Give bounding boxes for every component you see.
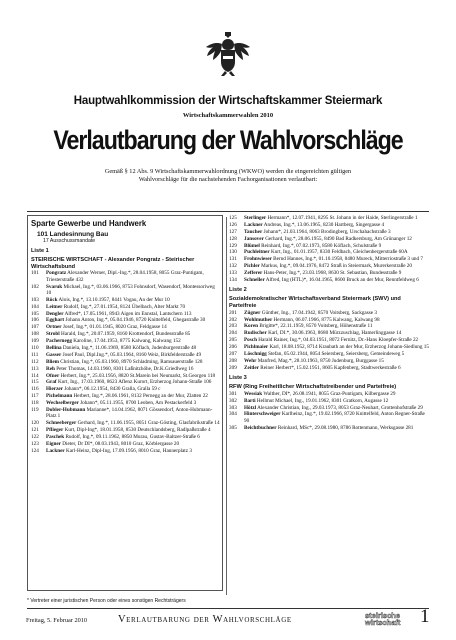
- footer-date: Freitag, 5. Februar 2010: [26, 617, 88, 624]
- candidate-entry: [31, 448, 221, 454]
- candidate-entry: [31, 270, 221, 283]
- candidate-number: 107: [31, 324, 39, 331]
- candidate-details: Röck Alois, Ing.*, 13.10.1957, 8441 Vogau, An der Mur 10: [46, 296, 170, 303]
- candidate-details: Barti Hellmut Michael, Ing., 19.01.1962, 8301 Gratkorn, Augasse 12: [244, 397, 389, 404]
- candidate-surname: Leitner: [46, 303, 63, 310]
- candidate-entry: [229, 365, 429, 371]
- candidate-entry: [31, 297, 221, 303]
- candidate-number: 122: [31, 433, 39, 440]
- candidate-details: Jansover Gerhard, Ing.*, 28.06.1955, 8490 Bad Radkersburg, Am Grünanger 12: [244, 235, 412, 242]
- candidate-surname: Dobler-Hubmann: [46, 407, 86, 414]
- list-name: STEIRISCHE WIRTSCHAFT - Alexander Pongratz - Steirischer Wirtschaftsbund: [31, 256, 195, 270]
- candidate-number: 206: [229, 344, 237, 351]
- candidate-number: 128: [229, 235, 237, 242]
- candidate-surname: Schneller: [244, 277, 265, 284]
- candidate-surname: Ortner: [46, 324, 62, 331]
- candidate-details: Posch Harald Rainer, Ing.*, 04.03.1951, 8072 Fernitz, Dr.-Hans Kloepfer-Straße 22: [244, 337, 419, 344]
- candidate-number: 207: [229, 351, 237, 358]
- candidate-number: 111: [31, 351, 39, 358]
- candidate-number: 132: [229, 263, 237, 270]
- candidate-number: 303: [229, 404, 237, 411]
- candidate-details: Wechselberger Johann*, 05.11.1955, 8700 Leoben, Am Pestackerfeld 3: [46, 400, 197, 407]
- candidate-entry: [31, 420, 221, 426]
- candidate-number: 209: [229, 364, 237, 371]
- candidate-number: 116: [31, 386, 39, 393]
- candidate-entry: [229, 323, 429, 329]
- organization-heading: Hauptwahlkommission der Wirtschaftskammer Steiermark: [73, 95, 383, 107]
- candidate-entry: [31, 284, 221, 297]
- candidate-entry: [31, 407, 221, 420]
- page-number: 1: [420, 606, 430, 627]
- candidate-details: Pichler Markus, Ing.*, 09.04.1976, 8472 Straß in Steiermark, Murerkerstraße 20: [244, 263, 412, 270]
- candidate-surname: Wohlmuther: [244, 316, 273, 323]
- candidate-surname: Bellina: [46, 345, 62, 351]
- candidate-number: 105: [31, 310, 39, 317]
- candidate-surname: Hinterschweiger: [244, 411, 281, 418]
- candidate-entry: [229, 358, 429, 364]
- candidate-number: 202: [229, 316, 237, 323]
- list-name: Sozialdemokratischer Wirtschaftsverband Steiermark (SWV) und Parteifreie: [229, 296, 401, 309]
- footnote: * Vertreter einer juristischen Person oder eines sonstigen Rechtsträgers: [27, 598, 186, 604]
- fachorganisation-heading: [37, 231, 223, 238]
- candidate-entry: [229, 351, 429, 357]
- fachorganisation-number: 101: [37, 231, 48, 238]
- candidate-number: 133: [229, 270, 237, 277]
- candidate-entry: [229, 310, 429, 316]
- candidate-entry: [229, 270, 429, 276]
- candidate-details: Graf Kurt, Ing., 17.03.1960, 8623 Aflenz Kurort, Erzherzog Johann-Straße 106: [46, 379, 212, 386]
- candidate-list-1: [31, 270, 221, 454]
- candidate-entry: [31, 441, 221, 447]
- candidate-number: 205: [229, 337, 237, 344]
- footer-title: Verlautbarung der Wahlvorschläge: [118, 614, 292, 625]
- candidate-details: Pichlmaier Karl, 18.08.1952, 8714 Kraubath an der Mur, Erzherzog Johann-Siedlung 15: [244, 344, 429, 351]
- candidate-entry: [31, 366, 221, 372]
- candidate-details: Leitner Rudolf, Ing.*, 27.01.1954, 8124 Übelbach, Alter Markt 70: [46, 303, 186, 310]
- candidate-surname: Wessiak: [244, 390, 263, 397]
- candidate-surname: Rudischer: [244, 330, 267, 337]
- candidate-details: Ortner Josef, Ing.*, 01.01.1945, 8020 Graz, Feldgasse 14: [46, 324, 167, 331]
- candidate-number: 305: [229, 424, 237, 431]
- candidate-entry: [229, 222, 429, 228]
- candidate-number: 112: [31, 358, 39, 365]
- list-label: Liste 2: [229, 287, 247, 294]
- candidate-details: Koren Brigitte*, 22.11.1959, 8570 Voitsberg, Höhenstraße 11: [244, 323, 373, 330]
- candidate-surname: Löschnigg: [244, 351, 267, 358]
- candidate-surname: Koren: [244, 323, 259, 330]
- candidate-surname: Taucher: [244, 228, 263, 235]
- candidate-surname: Ofner: [46, 372, 60, 379]
- candidate-surname: Pflieger: [46, 427, 64, 434]
- candidate-details: Schneeberger Gerhard, Ing.*, 11.06.1955, 8051 Graz-Gösting, Glasfabrikstraße 14: [46, 420, 220, 427]
- candidate-surname: Svaruk: [46, 283, 63, 290]
- candidate-entry: [229, 243, 429, 249]
- candidate-list-3: [229, 391, 429, 431]
- candidate-surname: Egghart: [46, 317, 65, 324]
- candidate-details: Hinterschweiger Karlheinz, Ing.*, 19.02.1966, 8720 Knittelfeld, Anton Regner-Straße 90: [244, 411, 425, 424]
- candidate-entry: [31, 400, 221, 406]
- footer-rule: [27, 608, 429, 609]
- candidate-details: Eigner Dieter, Dr DI*, 08.03.1943, 8010 Graz, Körblergasse 20: [46, 440, 180, 447]
- candidate-entry: [229, 411, 429, 424]
- candidate-details: Egghart Johann Anton, Ing.*, 05.04.1946, 8720 Knittelfeld, Ghegastraße 30: [46, 317, 206, 324]
- candidate-surname: Paschek: [46, 433, 65, 440]
- candidate-surname: Hötzl: [244, 404, 257, 411]
- candidate-number: 125: [229, 215, 237, 221]
- candidate-entry: [31, 427, 221, 433]
- candidate-details: Svaruk Michael, Ing.*, 03.06.1966, 8753 Fohnsdorf, Wasendorf, Montessoriweg 10: [46, 283, 215, 296]
- candidate-details: Dobler-Hubmann Marianne*, 14.04.1962, 8071 Gössendorf, Anton-Hubmann-Platz 1: [46, 407, 213, 420]
- candidate-details: Schneller Alfred, Ing (HTL)*, 16.04.1965, 8600 Bruck an der Mur, Renntfeldweg 6: [244, 277, 419, 284]
- candidate-list-2: [229, 310, 429, 371]
- candidate-number: 130: [229, 249, 237, 256]
- candidate-number: 114: [31, 372, 39, 379]
- candidate-number: 123: [31, 440, 39, 447]
- candidate-surname: Zügner: [244, 309, 261, 316]
- candidate-details: Zügner Günther, Ing., 17.04.1942, 8570 Voitsberg, Sackgasse 3: [244, 309, 377, 316]
- candidate-number: 204: [229, 330, 237, 337]
- candidate-details: Wohlmuther Hermann, 06.07.1966, 8775 Kalwang, Kalwang 98: [244, 316, 380, 323]
- candidate-surname: Sterlinger: [244, 215, 267, 221]
- candidate-details: Puchleitner Kurt, Ing., 01.01.1957, 8330 Feldbach, Gleichenbergerstraße 60A: [244, 249, 408, 256]
- list-label: Liste 1: [31, 248, 49, 254]
- candidate-details: Strobl Harald, Ing.*, 20.07.1959, 8160 Krottendorf, Bundesstraße 85: [46, 331, 191, 338]
- candidate-surname: Reh: [46, 365, 55, 372]
- candidate-entry: [229, 236, 429, 242]
- candidate-number: 109: [31, 338, 39, 345]
- candidate-details: Gasser Josef Paul, Dipl.Ing.*, 05.03.1964, 8160 Weiz, Birkfelderstraße 49: [46, 351, 202, 358]
- candidate-details: Ofner Herbert, Ing.*, 25.03.1956, 8820 St.Marein bei Neumarkt, St.Georgen 118: [46, 372, 216, 379]
- candidate-surname: Schneeberger: [46, 420, 77, 427]
- candidate-number: 134: [229, 277, 237, 284]
- candidate-entry: [31, 304, 221, 310]
- candidate-surname: Graf: [46, 379, 57, 386]
- candidate-details: Lackner Karl-Heinz, Dipl-Ing, 17.09.1956, 8010 Graz, Hannerplatz 3: [46, 447, 192, 454]
- candidate-details: Beichtbuchner Reinhard, MSc*, 29.08.1980, 8786 Rottenmann, Werksgasse 281: [244, 424, 414, 431]
- candidate-surname: Wehr: [244, 357, 257, 364]
- candidate-details: Taucher Johann*, 21.03.1964, 8063 Brodingberg, Urschahachstraße 3: [244, 228, 391, 235]
- candidate-details: Zefferer Hans-Peter, Ing.*, 23.03.1968, 8630 St. Sebastian, Bundesstraße 9: [244, 270, 402, 277]
- candidate-details: Hötzl Alexander Christian, Ing., 29.03.1973, 8053 Graz-Neuhart, Grottenhofstraße 29: [244, 404, 423, 411]
- candidate-number: 301: [229, 390, 237, 397]
- candidate-number: 124: [31, 447, 39, 454]
- candidate-entry: [31, 434, 221, 440]
- candidate-entry: [229, 330, 429, 336]
- candidate-number: 208: [229, 357, 237, 364]
- logo-line-2: wirtschaft: [365, 618, 401, 627]
- candidate-entry: [229, 317, 429, 323]
- candidate-details: Paschek Rudolf, Ing.*, 09.11.1962, 8850 Murau, Gustav-Baltzer-Straße 6: [46, 433, 200, 440]
- candidate-entry: [229, 391, 429, 397]
- candidate-surname: Pachernegg: [46, 338, 72, 345]
- candidate-surname: Eigner: [46, 440, 61, 447]
- candidate-surname: Pongratz: [46, 270, 67, 277]
- candidate-surname: Posch: [244, 337, 257, 344]
- list-name: RFW (Ring Freiheitlicher Wirtschaftstreibender und Parteifreie): [229, 383, 397, 390]
- candidate-details: Frohnwieser Bernd Hannes, Ing.*, 01.10.1958, 8480 Mureck, Mitterriostraße 3 und 7: [244, 256, 423, 263]
- candidate-surname: Pichlmaier: [244, 344, 269, 351]
- candidate-entry: [31, 379, 221, 385]
- candidate-details: Sterlinger Hermann*, 12.07.1941, 8295 St. Johann in der Haide, Sterlingerstraße 1: [244, 215, 418, 221]
- candidate-details: Reh Peter Thomas, 14.03.1960, 8301 Laßnitzhöhe, Dr.K.Griedlweg 16: [46, 365, 194, 372]
- candidate-surname: Lackner: [46, 447, 65, 454]
- candidate-surname: Röck: [46, 296, 58, 303]
- column-divider: [226, 217, 227, 595]
- candidate-entry: [31, 345, 221, 351]
- mandates-label: 17 Ausschussmandate: [43, 238, 96, 244]
- candidate-surname: Puchleitner: [244, 249, 270, 256]
- candidate-entry: [229, 249, 429, 255]
- election-subtitle: Wirtschaftskammerwahlen 2010: [182, 112, 274, 119]
- candidate-surname: Wechselberger: [46, 400, 79, 407]
- candidate-details: Wessiak Walther, DI*, 26.08.1941, 8055 Graz-Puntigam, Kilbergasse 29: [244, 390, 396, 397]
- candidate-entry: [31, 352, 221, 358]
- candidate-entry: [229, 256, 429, 262]
- candidate-surname: Zefferer: [244, 270, 263, 277]
- candidate-number: 106: [31, 317, 39, 324]
- candidate-number: 129: [229, 242, 237, 249]
- candidate-number: 131: [229, 256, 237, 263]
- candidate-details: Pflieger Kurt, Dipl-Ing*, 18.01.1958, 8530 Deutschlandsberg, Radlpaßstraße 4: [46, 427, 211, 434]
- candidate-details: Wehr Manfred, Mag.*, 28.10.1963, 8750 Judenburg, Burggasse 15: [244, 357, 384, 364]
- intro-text: Gemäß § 12 Abs. 9 Wirtschaftskammerwahlordnung (WKWO) werden die eingereichten gültigen Wahlvorschläge für die nachstehenden Fachorganisationen verlautbart:: [104, 168, 352, 183]
- candidate-details: Zeitler Reiner Herbert*, 15.02.1951, 8605 Kapfenberg, Stadtwerkestraße 6: [244, 364, 401, 371]
- steirische-wirtschaft-logo: [365, 612, 400, 626]
- candidate-details: Pongratz Alexander Werner, Dipl.-Ing.*, 28.04.1958, 8055 Graz-Puntigam, Triesterstraße 432: [46, 270, 204, 283]
- candidate-surname: Beichtbuchner: [244, 424, 277, 431]
- candidate-details: Lackner Andreas, Ing.*, 13.06.1965, 8230 Hartberg, Singergasse 4: [244, 221, 385, 228]
- candidate-number: 117: [31, 393, 39, 400]
- candidate-surname: Blümel: [244, 242, 260, 249]
- candidate-entry: [229, 337, 429, 343]
- candidate-surname: Bliem: [46, 358, 59, 365]
- candidate-surname: Hierzer: [46, 386, 63, 393]
- candidate-surname: Pichelmann: [46, 393, 73, 400]
- candidate-entry: [229, 405, 429, 411]
- candidate-entry: [31, 386, 221, 392]
- candidate-entry: [31, 359, 221, 365]
- candidate-number: 121: [31, 427, 39, 434]
- top-rule: [27, 211, 429, 212]
- coat-of-arms-eagle-icon: [203, 30, 253, 78]
- candidate-details: Pachernegg Karoline, 17.04.1953, 8775 Kalwang, Kalwang 152: [46, 338, 181, 345]
- candidate-entry: [31, 317, 221, 323]
- candidate-number: 304: [229, 411, 237, 418]
- candidate-entry: [229, 277, 429, 283]
- candidate-entry: [31, 324, 221, 330]
- candidate-number: 115: [31, 379, 39, 386]
- candidate-entry: [229, 398, 429, 404]
- logo-line-1: steirische: [365, 611, 401, 620]
- candidate-details: Bliem Christian, Ing.*, 05.03.1960, 8970 Schladming, Ramsauerstraße 128: [46, 358, 203, 365]
- candidate-number: 113: [31, 365, 39, 372]
- candidate-number: 203: [229, 323, 237, 330]
- candidate-entry: [31, 311, 221, 317]
- candidate-number: 118: [31, 400, 39, 407]
- candidate-number: 110: [31, 345, 39, 351]
- candidate-details: Bellina Daniela, Ing.*, 11.06.1969, 8580 Köflach, Judenburgerstraße 48: [46, 345, 197, 351]
- list-label: Liste 3: [229, 375, 247, 382]
- candidate-list-1-continued: [229, 215, 429, 283]
- candidate-number: 119: [31, 407, 39, 414]
- candidate-entry: [229, 229, 429, 235]
- candidate-details: Löschnigg Stefan, 05.02.1944, 8054 Seiersberg, Seiersberg, Gemeindeweg 5: [244, 351, 405, 358]
- candidate-entry: [31, 393, 221, 399]
- candidate-entry: [31, 373, 221, 379]
- candidate-entry: [229, 425, 429, 431]
- candidate-number: 104: [31, 303, 39, 310]
- right-column: [229, 215, 429, 431]
- fachorganisation-name: Landesinnung Bau: [49, 231, 109, 238]
- candidate-number: 102: [31, 283, 39, 290]
- candidate-entry: [31, 338, 221, 344]
- candidate-surname: Pichler: [244, 263, 260, 270]
- candidate-surname: Jansover: [244, 235, 264, 242]
- candidate-entry: [229, 215, 429, 221]
- candidate-number: 103: [31, 296, 39, 303]
- candidate-number: 302: [229, 397, 237, 404]
- candidate-details: Hierzer Johann*, 06.12.1954, 8430 Gralla, Gralla 59 c: [46, 386, 161, 393]
- page-title: Verlautbarung der Wahlvorschläge: [53, 125, 403, 155]
- candidate-surname: Frohnwieser: [244, 256, 272, 263]
- candidate-surname: Barti: [244, 397, 256, 404]
- candidate-number: 127: [229, 228, 237, 235]
- candidate-surname: Dengler: [46, 310, 64, 317]
- candidate-details: Dengler Alfred*, 17.05.1961, 8943 Aigen im Ennstal, Lantschern 113: [46, 310, 192, 317]
- candidate-number: 126: [229, 221, 237, 228]
- candidate-entry: [229, 263, 429, 269]
- candidate-surname: Gasser: [46, 351, 62, 358]
- candidate-details: Rudischer Karl, DI.*, 30.06.1963, 8680 Mürzzuschlag, Hamerlinggasse 14: [244, 330, 402, 337]
- candidate-details: Pichelmann Herbert, Ing.*, 28.06.1961, 8132 Pernegg an der Mur, Zlatten 22: [46, 393, 208, 400]
- candidate-entry: [229, 344, 429, 350]
- candidate-surname: Lackner: [244, 221, 263, 228]
- left-column: [27, 215, 223, 455]
- candidate-surname: Strobl: [46, 331, 60, 338]
- candidate-number: 120: [31, 420, 39, 427]
- candidate-entry: [31, 331, 221, 337]
- candidate-number: 108: [31, 331, 39, 338]
- sparte-title: Sparte Gewerbe und Handwerk: [31, 219, 147, 228]
- candidate-details: Blümel Reinhard, Ing.*, 07.02.1973, 8580 Köflach, Schulstraße 9: [244, 242, 382, 249]
- candidate-number: 201: [229, 309, 237, 316]
- candidate-number: 101: [31, 270, 39, 277]
- candidate-surname: Zeitler: [244, 364, 259, 371]
